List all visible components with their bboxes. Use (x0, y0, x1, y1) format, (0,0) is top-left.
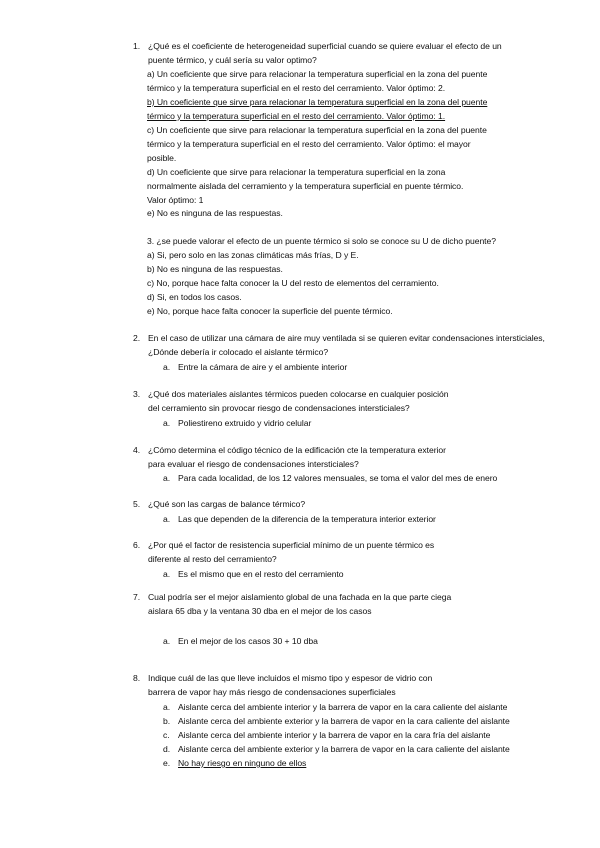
question-text: Indique cuál de las que lleve incluidos el mismo tipo y espesor de vidrio con (148, 673, 433, 683)
answer-option: e) No, porque hace falta conocer la superficie del puente térmico. (147, 306, 393, 316)
question-number: 4. (133, 445, 141, 455)
answer-option: posible. (147, 153, 177, 163)
question-number: 5. (133, 499, 141, 509)
answer-option: d) Si, en todos los casos. (147, 292, 242, 302)
answer-option-selected: b) Un coeficiente que sirve para relacionar la temperatura superficial en la zona del puente (147, 97, 488, 107)
answer-option: Las que dependen de la diferencia de la temperatura interior exterior (178, 514, 436, 524)
option-letter: a. (163, 569, 171, 579)
option-letter: c. (163, 730, 170, 740)
answer-option: Es el mismo que en el resto del cerramiento (178, 569, 344, 579)
answer-option: Poliestireno extruido y vidrio celular (178, 418, 312, 428)
answer-option: Valor óptimo: 1 (147, 195, 204, 205)
answer-option-selected: térmico y la temperatura superficial en el resto del cerramiento. Valor óptimo: 1. (147, 111, 446, 121)
answer-option: Aislante cerca del ambiente exterior y la barrera de vapor en la cara caliente del aislante (178, 716, 510, 726)
answer-option: Aislante cerca del ambiente exterior y la barrera de vapor en la cara caliente del aislante (178, 744, 510, 754)
question-text: diferente al resto del cerramiento? (148, 554, 277, 564)
answer-option: Entre la cámara de aire y el ambiente interior (178, 362, 348, 372)
question-text: Cual podría ser el mejor aislamiento global de una fachada en la que parte ciega (148, 592, 452, 602)
question-text: ¿Cómo determina el código técnico de la edificación cte la temperatura exterior (148, 445, 446, 455)
answer-option: Para cada localidad, de los 12 valores mensuales, se toma el valor del mes de enero (178, 473, 498, 483)
question-number: 3. (133, 389, 141, 399)
question-text: En el caso de utilizar una cámara de aire muy ventilada si se quieren evitar condensaciones intersticiales, (148, 333, 545, 343)
option-letter: a. (163, 702, 171, 712)
answer-option-selected: No hay riesgo en ninguno de ellos (178, 758, 307, 768)
option-letter: a. (163, 514, 171, 524)
question-text: para evaluar el riesgo de condensaciones intersticiales? (148, 459, 359, 469)
option-letter: e. (163, 758, 171, 768)
answer-option: térmico y la temperatura superficial en el resto del cerramiento. Valor óptimo: el mayor (147, 139, 471, 149)
answer-option: b) No es ninguna de las respuestas. (147, 264, 283, 274)
answer-option: En el mejor de los casos 30 + 10 dba (178, 636, 318, 646)
question-text: 3. ¿se puede valorar el efecto de un puente térmico si solo se conoce su U de dicho puente? (147, 236, 496, 246)
option-letter: a. (163, 636, 171, 646)
option-letter: a. (163, 473, 171, 483)
answer-option: a) Si, pero solo en las zonas climáticas más frías, D y E. (147, 250, 359, 260)
question-text: barrera de vapor hay más riesgo de condensaciones superficiales (148, 687, 396, 697)
question-text: ¿Qué dos materiales aislantes térmicos pueden colocarse en cualquier posición (148, 389, 449, 399)
question-number: 7. (133, 592, 141, 602)
answer-option: a) Un coeficiente que sirve para relacionar la temperatura superficial en la zona del puente (147, 69, 488, 79)
answer-option: normalmente aislada del cerramiento y la temperatura superficial en puente térmico. (147, 181, 464, 191)
question-text: puente térmico, y cuál sería su valor optimo? (148, 55, 317, 65)
question-text: aislara 65 dba y la ventana 30 dba en el mejor de los casos (148, 606, 372, 616)
question-text: ¿Qué es el coeficiente de heterogeneidad superficial cuando se quiere evaluar el efecto de un (148, 41, 502, 51)
question-text: del cerramiento sin provocar riesgo de condensaciones intersticiales? (148, 403, 410, 413)
answer-option: d) Un coeficiente que sirve para relacionar la temperatura superficial en la zona (147, 167, 446, 177)
answer-option: e) No es ninguna de las respuestas. (147, 208, 283, 218)
question-number: 8. (133, 673, 141, 683)
option-letter: d. (163, 744, 171, 754)
answer-option: c) No, porque hace falta conocer la U del resto de elementos del cerramiento. (147, 278, 439, 288)
question-number: 6. (133, 540, 141, 550)
option-letter: a. (163, 418, 171, 428)
answer-option: c) Un coeficiente que sirve para relacionar la temperatura superficial en la zona del puente (147, 125, 487, 135)
question-text: ¿Qué son las cargas de balance térmico? (148, 499, 306, 509)
answer-option: Aislante cerca del ambiente interior y la barrera de vapor en la cara fría del aislante (178, 730, 491, 740)
option-letter: b. (163, 716, 171, 726)
question-number: 2. (133, 333, 141, 343)
option-letter: a. (163, 362, 171, 372)
question-text: ¿Por qué el factor de resistencia superficial mínimo de un puente térmico es (148, 540, 435, 550)
answer-option: Aislante cerca del ambiente interior y la barrera de vapor en la cara caliente del aislante (178, 702, 508, 712)
question-number: 1. (133, 41, 141, 51)
question-text: ¿Dónde debería ir colocado el aislante térmico? (148, 347, 329, 357)
answer-option: térmico y la temperatura superficial en el resto del cerramiento. Valor óptimo: 2. (147, 83, 446, 93)
